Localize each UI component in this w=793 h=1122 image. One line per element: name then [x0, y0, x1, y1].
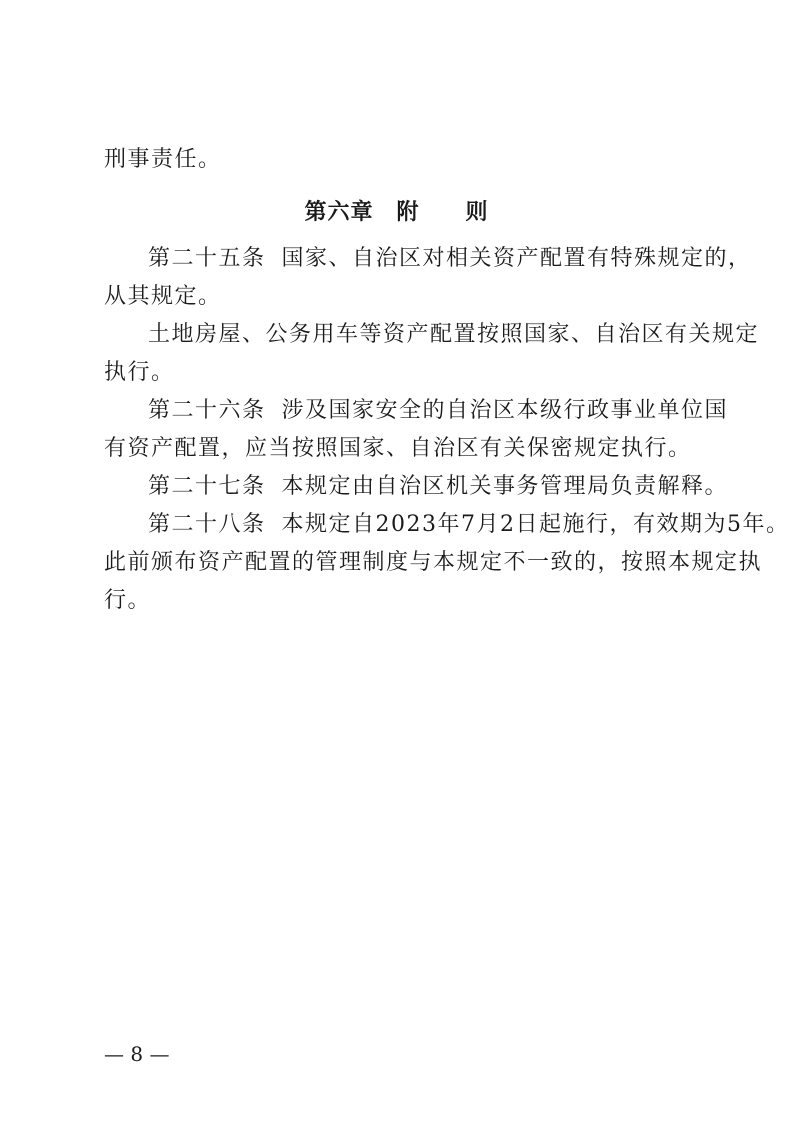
article-26-line-2: 有资产配置，应当按照国家、自治区有关保密规定执行。	[104, 436, 692, 461]
article-25-text: 国家、自治区对相关资产配置有特殊规定的，	[281, 246, 752, 271]
page-number: — 8 —	[104, 1042, 170, 1066]
article-25-line-2: 从其规定。	[104, 284, 222, 309]
article-26-label: 第二十六条	[148, 398, 266, 423]
article-28-line-2: 此前颁布资产配置的管理制度与本规定不一致的，按照本规定执	[104, 550, 763, 575]
article-26-text: 涉及国家安全的自治区本级行政事业单位国	[281, 398, 729, 423]
article-27-text: 本规定由自治区机关事务管理局负责解释。	[281, 474, 729, 499]
article-28-label: 第二十八条	[148, 512, 266, 537]
article-27-line-1	[148, 472, 728, 502]
paragraph-line-1: 土地房屋、公务用车等资产配置按照国家、自治区有关规定	[148, 322, 760, 347]
article-27-label: 第二十七条	[148, 474, 266, 499]
article-28-text: 本规定自2023年7月2日起施行，有效期为5年。	[281, 512, 790, 537]
intro-line: 刑事责任。	[104, 147, 222, 172]
paragraph-line-2: 执行。	[104, 360, 175, 385]
article-25-line-1	[148, 244, 752, 274]
article-28-line-3: 行。	[104, 588, 152, 613]
article-26-line-1	[148, 396, 728, 426]
article-25-label: 第二十五条	[148, 246, 266, 271]
chapter-heading: 第六章 附 则	[304, 200, 489, 225]
article-28-line-1	[148, 510, 790, 540]
